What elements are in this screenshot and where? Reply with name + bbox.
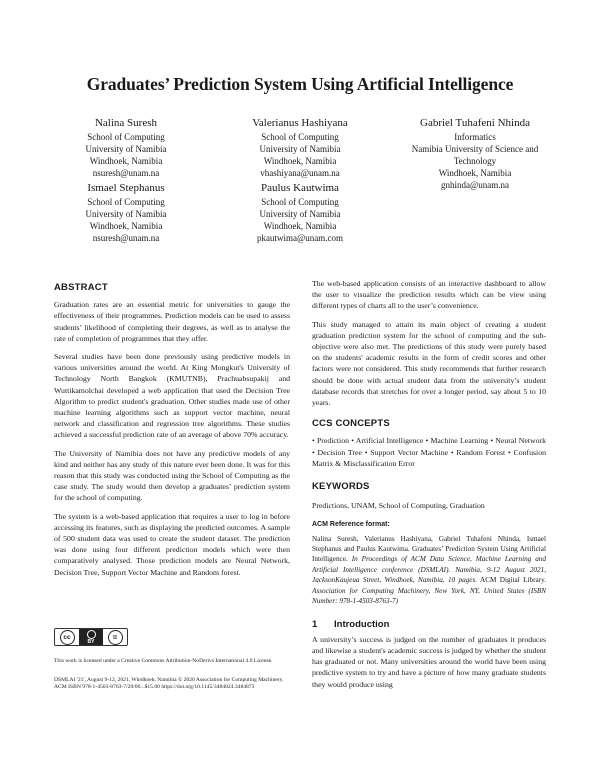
- author-name: Gabriel Tuhafeni Nhinda: [420, 117, 530, 129]
- ccs-concepts: • Prediction • Artificial Intelligence • Machine Learning • Neural Network • Decision Tree • Support Vector Machine • Random Forest • Confusion Matrix & Misclassification Error: [312, 436, 546, 468]
- author-block-1: [41, 116, 211, 179]
- cc-icon: cc: [55, 629, 79, 645]
- paper-title: Graduates’ Prediction System Using Artificial Intelligence: [86, 74, 514, 94]
- author-name: Paulus Kautwima: [261, 182, 339, 194]
- author-affiliation: School of Computing: [261, 197, 339, 207]
- abstract-paragraph: Graduation rates are an essential metric for universities to gauge the effectiveness of their programmes. Prediction models can be used to assess students’ likelihood of completing their degrees, as well as to analyse the rate of completion of programmes that they offer.: [54, 300, 290, 343]
- right-column: [312, 278, 546, 697]
- author-affiliation: Informatics: [454, 132, 496, 142]
- section-number: 1: [312, 618, 318, 630]
- abstract-paragraph: The system is a web-based application that requires a user to log in before accessing its features, such as displaying the predicted outcomes. A sample of 500 student data was used to create the student dataset. The prediction was done using four different prediction models which were then comparatively analysed. Those prediction models are Neural Network, Decision Tree, Support Vector Machine and Random forest.: [54, 511, 290, 577]
- author-email: gnhinda@unam.na: [440, 180, 510, 190]
- acm-reference-text: Nalina Suresh, Valerianus Hashiyana, Gabriel Tuhafeni Nhinda, Ismael Stephanus and Paulus Kautwima. Graduates’ Prediction System Using Artificial Intelligence. In Proceedings of ACM Data Science, Machine Learning and Artificial Intelligence conference (DSMLAI). Namibia, 9-12 August 2021, JacksonKaujeua Street, Windhoek, Namibia, 10 pages. ACM Digital Library. Association for Computing Machinery, New York, NY, United States (ISBN Number: 978-1-4503-8763-7): [312, 534, 546, 606]
- abstract-heading: ABSTRACT: [54, 282, 108, 293]
- author-affiliation: University of Namibia: [85, 144, 167, 154]
- author-affiliation: Namibia University of Science and: [411, 144, 539, 154]
- author-affiliation: School of Computing: [261, 132, 339, 142]
- body-paragraph: The web-based application consists of an interactive dashboard to allow the user to visualize the prediction results which can be view using different types of charts all to the user’s convenience.: [312, 279, 546, 311]
- author-affiliation: University of Namibia: [85, 209, 167, 219]
- author-affiliation: Technology: [453, 156, 497, 166]
- license-footnote: This work is licensed under a Creative Commons Attribution-NoDerivs International 4.0 License.: [54, 658, 273, 664]
- abstract-paragraph: The University of Namibia does not have any predictive models of any kind and neither has any study of this nature ever been done. It was for this reason that this study was conducted using the School of Computing as the case study. The study would then develop a graduates’ prediction system for the school of computing.: [54, 448, 290, 503]
- author-email: vhashiyana@unam.na: [260, 168, 340, 178]
- introduction-heading: 1 Introduction: [312, 618, 390, 630]
- author-email: nsuresh@unam.na: [92, 168, 160, 178]
- body-paragraph: This study managed to attain its main object of creating a student graduation prediction system for the school of computing and the sub-objective were also met. The predictions of this study were purely based on the students' academic results in the form of credit scores and other factors were not considered. This study recommends that further research should be done with actual student data from the university’s student database records that stretches for over a longer period, say about 5 to 10 years.: [312, 319, 546, 408]
- author-block-4: [41, 181, 211, 244]
- attribution-icon: BY: [79, 629, 103, 645]
- author-block-3: [390, 116, 560, 191]
- keywords-heading: KEYWORDS: [312, 481, 370, 493]
- author-name: Valerianus Hashiyana: [252, 117, 348, 129]
- author-affiliation: Windhoek, Namibia: [89, 221, 163, 231]
- author-name: Nalina Suresh: [94, 117, 157, 129]
- author-name: Ismael Stephanus: [87, 182, 165, 194]
- author-block-5: [215, 181, 385, 244]
- author-affiliation: University of Namibia: [259, 144, 341, 154]
- ccs-heading: CCS CONCEPTS: [312, 418, 390, 430]
- keywords-text: Predictions, UNAM, School of Computing, Graduation: [312, 501, 485, 511]
- creative-commons-badge[interactable]: [54, 628, 128, 646]
- author-affiliation: Windhoek, Namibia: [438, 168, 512, 178]
- author-affiliation: Windhoek, Namibia: [263, 156, 337, 166]
- author-affiliation: Windhoek, Namibia: [89, 156, 163, 166]
- author-block-2: [215, 116, 385, 179]
- author-email: pkautwima@unam.com: [256, 233, 344, 243]
- no-derivatives-icon: =: [103, 629, 127, 645]
- author-affiliation: Windhoek, Namibia: [263, 221, 337, 231]
- author-affiliation: School of Computing: [87, 132, 165, 142]
- author-affiliation: University of Namibia: [259, 209, 341, 219]
- conference-footnote: DSMLAI '21', August 9-12, 2021, Windhoek, Namibia © 2020 Association for Computing Machinery. ACM ISBN 978-1-4503-8763-7/20/06...$15.00 https://doi.org/10.1145/3484824.3484873: [54, 677, 284, 691]
- acm-reference-heading: ACM Reference format:: [312, 521, 390, 529]
- introduction-text: A university’s success is judged on the number of graduates it produces and likewise a student's academic success is judged by whether the student has graduated or not. Many universities around the world have been using predictive system to try and have a picture of how many graduate students they would produce using: [312, 634, 546, 689]
- author-affiliation: School of Computing: [87, 197, 165, 207]
- abstract-section: [54, 282, 290, 585]
- author-email: nsuresh@unam.na: [92, 233, 160, 243]
- abstract-paragraph: Several studies have been done previously using predictive models in various universities around the world. At King Mongkut's University of Technology North Bangkok (KMUTNB), Prachuabsupakij and Wuttikamolchai developed a web application that used the Decision Tree Algorithm to predict student's graduation. Other studies made use of other machine learning algorithms such as support vector machine, neural network and classification and regression tree algorithms. These studies achieved a successful prediction rate of an average of above 70% accuracy.: [54, 352, 290, 440]
